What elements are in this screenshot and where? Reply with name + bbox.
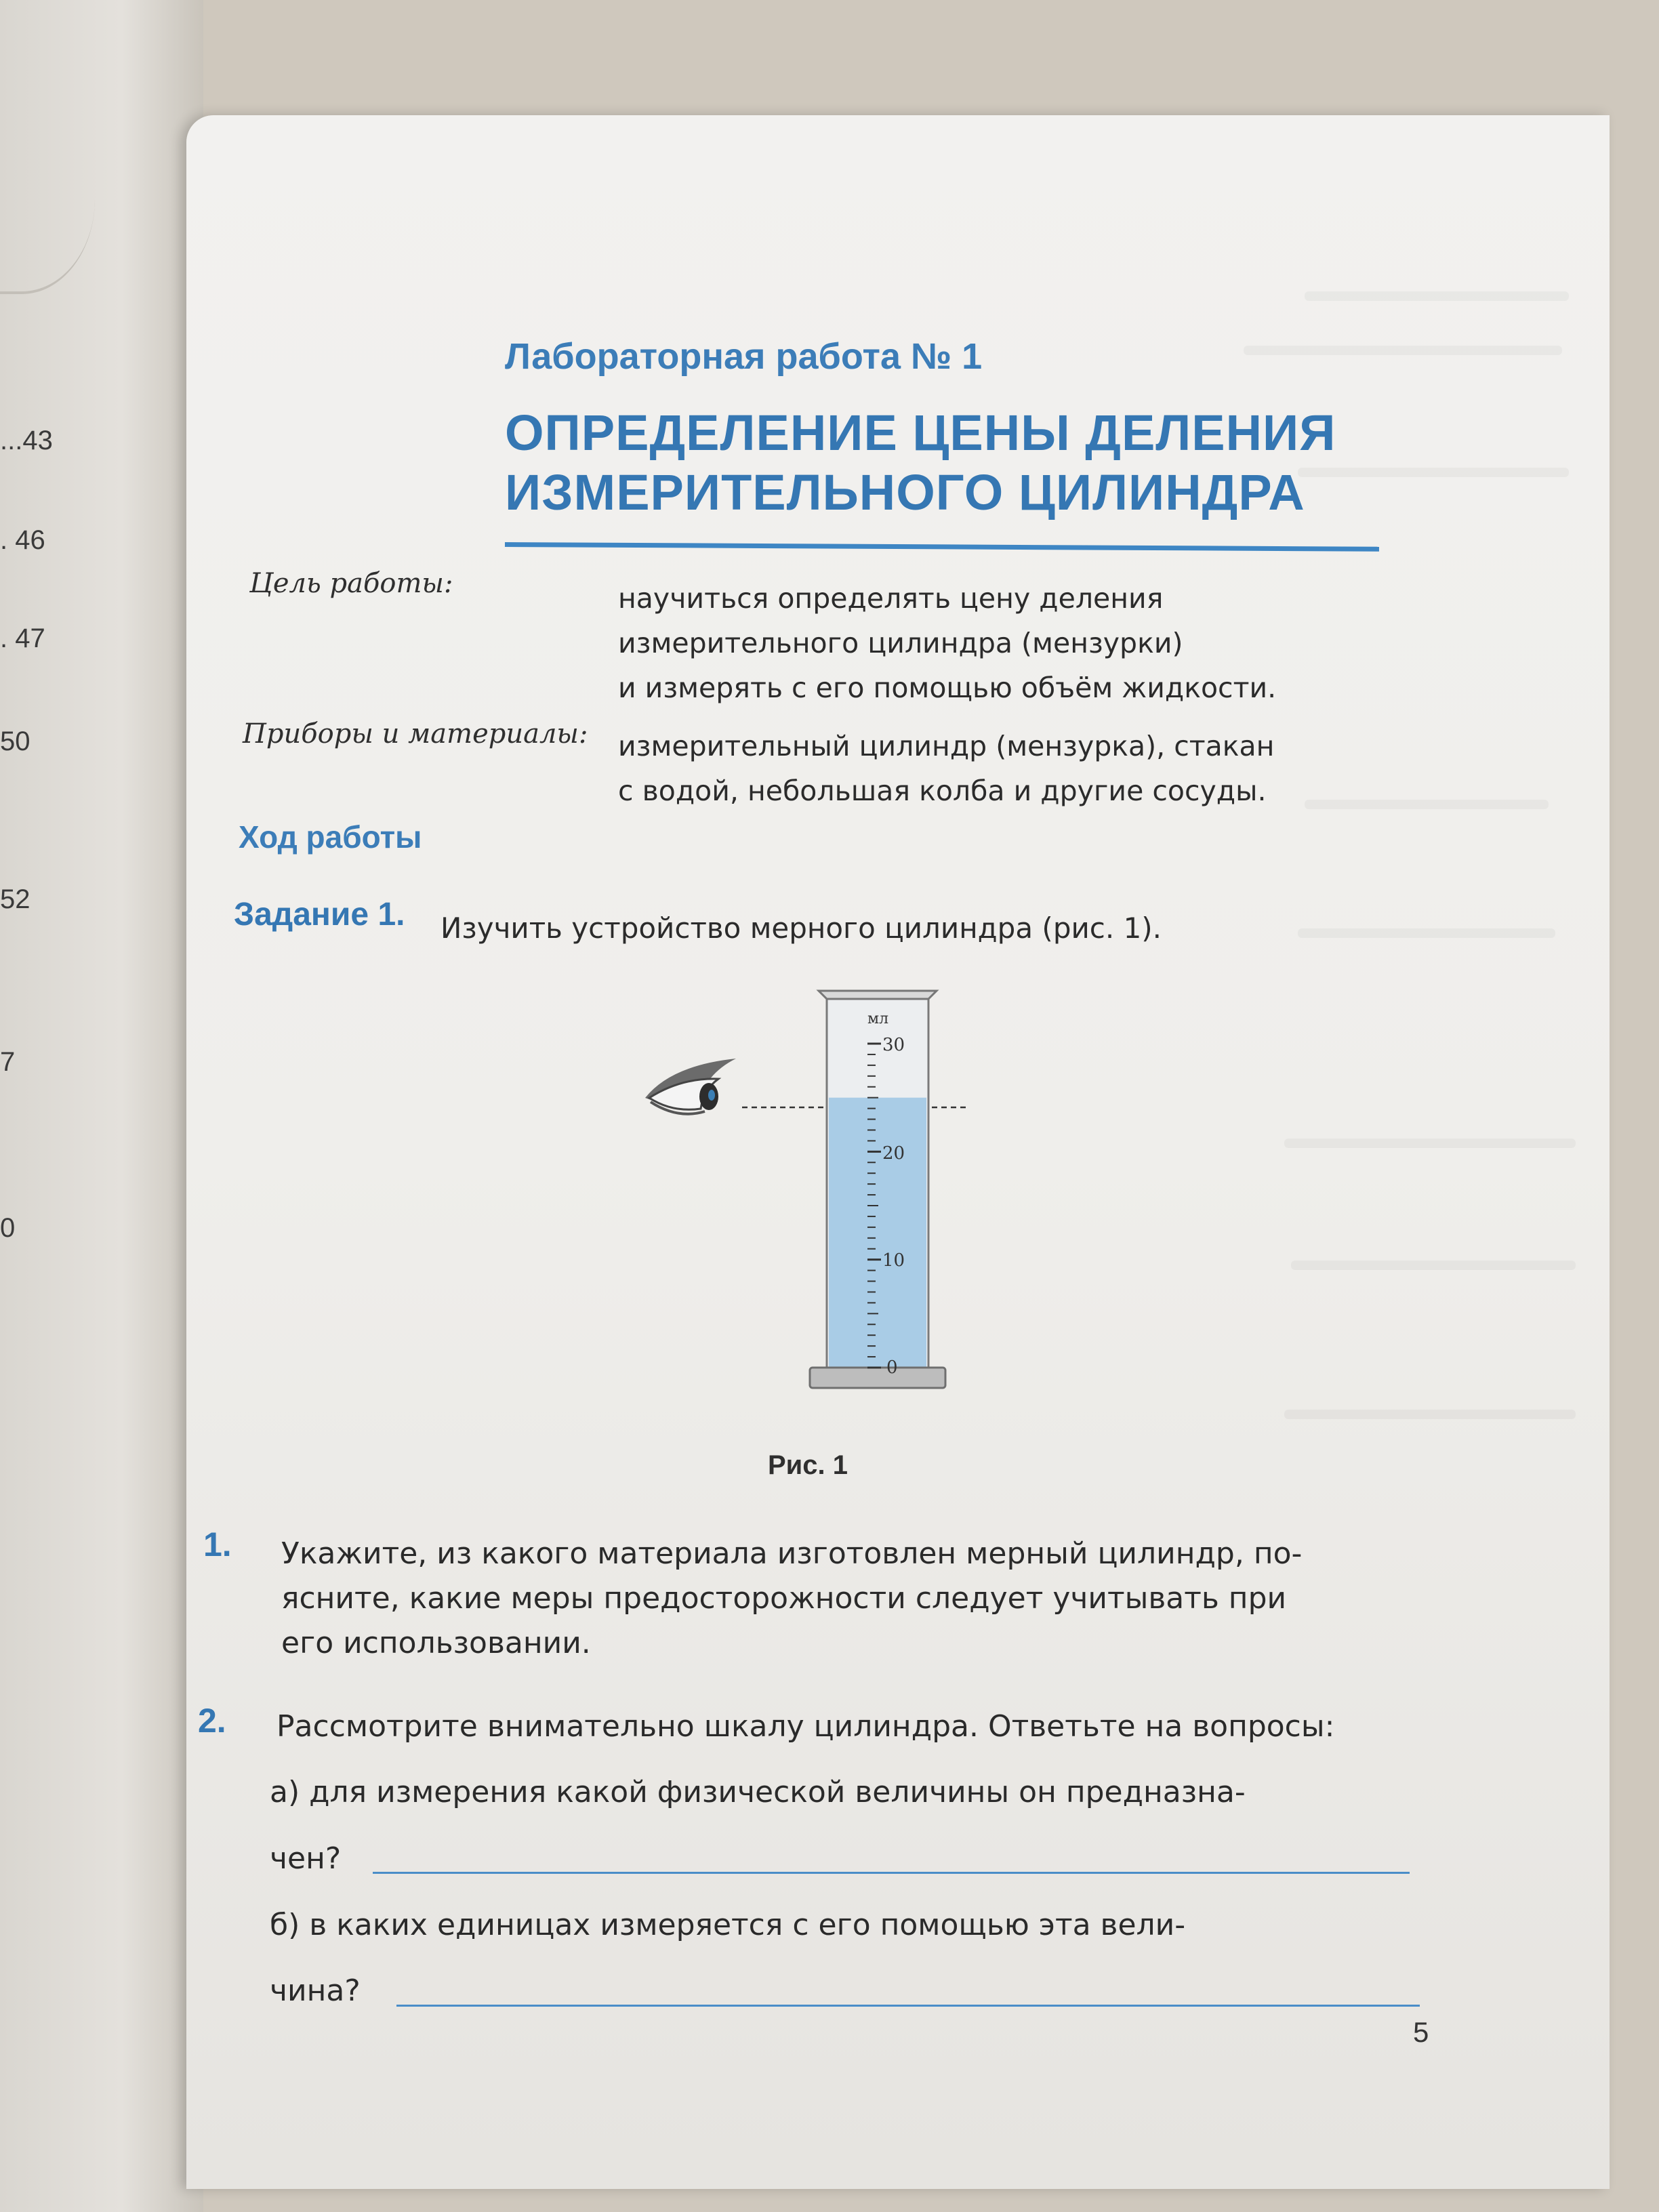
goal-line: и измерять с его помощью объём жидкости. <box>618 672 1277 704</box>
eye-icon <box>645 1059 736 1114</box>
cylinder-rim <box>819 991 937 999</box>
left-page-number: . 46 <box>0 525 45 555</box>
scale-label-30: 30 <box>882 1035 905 1055</box>
goal-line: измерительного цилиндра (мензурки) <box>618 627 1183 659</box>
question-2b-text: б) в каких единицах измеряется с его помощью эта вели- <box>270 1908 1186 1942</box>
question-2a-end: чен? <box>270 1841 342 1876</box>
bleed-through-text <box>1244 346 1562 355</box>
question-2a-text: а) для измерения какой физической величины он предназна- <box>270 1775 1246 1809</box>
question-1-line: Укажите, из какого материала изготовлен мерный цилиндр, по- <box>281 1536 1303 1571</box>
answer-line-2b[interactable] <box>396 2005 1420 2007</box>
measuring-cylinder-figure <box>630 976 996 1416</box>
question-1-number: 1. <box>203 1525 232 1563</box>
left-page-number: ...43 <box>0 426 53 455</box>
answer-line-2a[interactable] <box>373 1872 1410 1874</box>
scale-label-0: 0 <box>886 1357 898 1378</box>
bleed-through-text <box>1298 468 1569 477</box>
tools-text <box>618 724 1370 813</box>
goal-label: Цель работы: <box>249 568 453 599</box>
left-page-curve <box>0 136 95 294</box>
title-line-2: ИЗМЕРИТЕЛЬНОГО ЦИЛИНДРА <box>505 464 1305 520</box>
progress-heading: Ход работы <box>239 819 422 855</box>
cylinder-liquid <box>829 1098 926 1368</box>
left-page-number: 0 <box>0 1213 16 1243</box>
title-line-1: ОПРЕДЕЛЕНИЕ ЦЕНЫ ДЕЛЕНИЯ <box>505 405 1336 461</box>
question-1-line: ясните, какие меры предосторожности следует учитывать при <box>281 1581 1287 1616</box>
left-page-number: 7 <box>0 1047 16 1077</box>
tools-line: измерительный цилиндр (мензурка), стакан <box>618 730 1275 762</box>
question-1-text <box>281 1532 1420 1666</box>
left-page-number: 52 <box>0 884 30 914</box>
bleed-through-text <box>1291 1261 1576 1270</box>
figure-caption: Рис. 1 <box>768 1450 848 1480</box>
tools-line: с водой, небольшая колба и другие сосуды. <box>618 775 1267 807</box>
left-page-number: . 47 <box>0 623 45 653</box>
question-1-line: его использовании. <box>281 1626 591 1660</box>
unit-label: мл <box>867 1010 889 1027</box>
lab-work-label: Лабораторная работа № 1 <box>505 336 983 377</box>
cylinder-base <box>810 1368 945 1388</box>
question-2b-end: чина? <box>270 1973 361 2008</box>
scale-label-20: 20 <box>882 1143 905 1164</box>
task-text: Изучить устройство мерного цилиндра (рис. 1). <box>441 912 1162 945</box>
question-2-text: Рассмотрите внимательно шкалу цилиндра. Ответьте на вопросы: <box>276 1709 1335 1744</box>
bleed-through-text <box>1284 1410 1576 1419</box>
bleed-through-text <box>1284 1139 1576 1148</box>
bleed-through-text <box>1298 928 1555 938</box>
page-number: 5 <box>1413 2016 1429 2048</box>
task-label: Задание 1. <box>234 897 405 933</box>
bleed-through-text <box>1305 291 1569 301</box>
tools-label: Приборы и материалы: <box>243 718 588 750</box>
question-2-number: 2. <box>198 1702 226 1740</box>
page-title <box>505 403 1336 523</box>
goal-line: научиться определять цену деления <box>618 582 1164 615</box>
goal-text <box>618 576 1357 710</box>
left-page <box>0 0 203 2212</box>
left-page-number: 50 <box>0 726 30 756</box>
scale-label-10: 10 <box>882 1250 905 1271</box>
